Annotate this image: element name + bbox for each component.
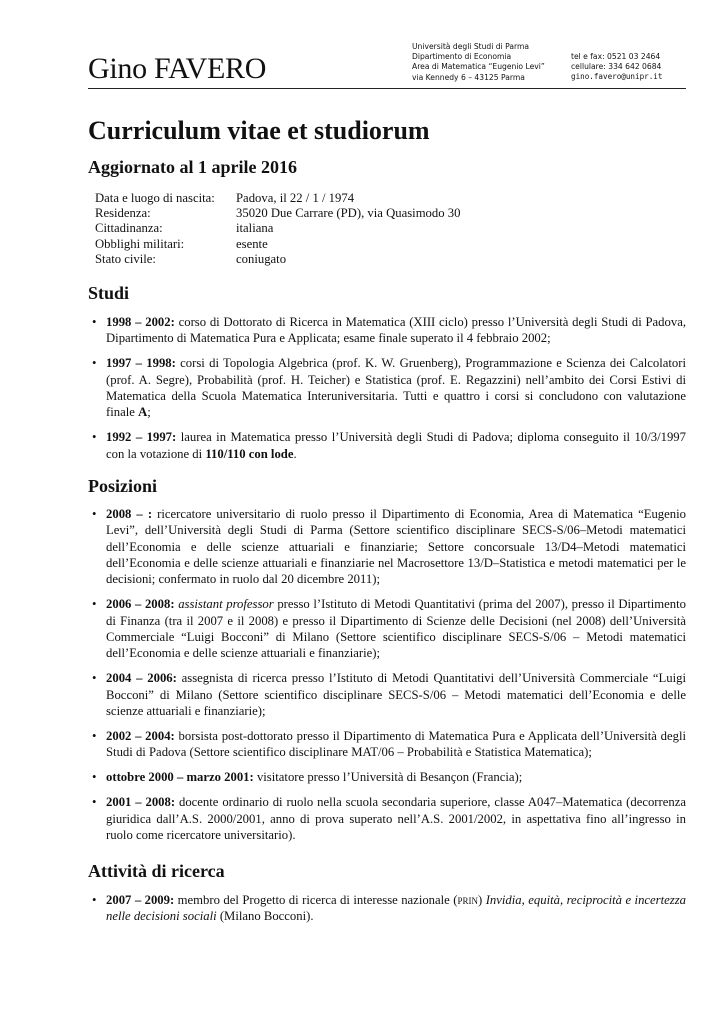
affiliation-line: Università degli Studi di Parma	[412, 42, 530, 51]
list-item	[88, 728, 686, 761]
item-text: corso di Dottorato di Ricerca in Matematica (XIII ciclo) presso l’Università degli Studi di Padova, Dipartimento di Matematica Pura e Applicata; esame finale superato il 4 febbraio 2002;	[106, 315, 686, 346]
item-tail: ;	[147, 405, 151, 420]
phone: tel e fax: 0521 03 2464	[571, 52, 661, 61]
studi-list	[88, 314, 686, 471]
section-heading-posizioni: Posizioni	[88, 476, 158, 496]
ricerca-list	[88, 892, 686, 933]
item-text: ricercatore universitario di ruolo presso il Dipartimento di Economia, Area di Matematica “Eugenio Levi”, dell’Università degli Studi di Parma (Settore scientifico disciplinare SECS-S/06–Metodi matematici dell’Economia e delle scienze attuariali e finanziarie; Settore concorsuale 13/D4–Metodi matematici dell’Economia e delle scienze attuariali e finanziarie nel Macrosettore 13/D–Statistica e metodi matematici per le decisioni; confermato in ruolo dal 20 dicembre 2011);	[106, 507, 686, 587]
affiliation-block	[412, 42, 545, 83]
list-item	[88, 429, 686, 462]
info-value: coniugato	[236, 251, 287, 266]
info-label: Cittadinanza:	[95, 221, 163, 236]
item-tail: .	[293, 446, 297, 461]
info-value: esente	[236, 236, 268, 251]
list-item	[88, 892, 686, 925]
item-text: borsista post-dottorato presso il Dipartimento di Matematica Pura e Applicata dell’Università degli Studi di Padova (Settore scientifico disciplinare MAT/06 – Probabilità e Statistica Matematica);	[106, 728, 687, 760]
affiliation-line: Dipartimento di Economia	[412, 52, 512, 62]
info-row	[95, 252, 460, 267]
contact-block	[571, 52, 662, 83]
item-text: (Milano Bocconi).	[216, 909, 314, 924]
info-row	[95, 221, 460, 236]
info-label: Stato civile:	[95, 251, 156, 266]
list-item	[88, 506, 686, 587]
item-text: presso l’Istituto di Metodi Quantitativi (prima del 2007), presso il Dipartimento di Finanza (tra il 2007 e il 2008) e presso il Dipartimento di Scienze delle Decisioni (nel 2008) dell’Università Commerciale “Luigi Bocconi” di Milano (Settore scientifico disciplinare SECS-S/06 – Metodi matematici dell’Economia e delle scienze attuariali e finanziarie);	[106, 597, 686, 661]
info-row	[95, 191, 460, 206]
item-date: 1992 – 1997:	[106, 430, 177, 445]
item-grade: 110/110 con lode	[205, 446, 294, 461]
info-value: italiana	[236, 221, 274, 236]
header-rule	[88, 88, 686, 89]
info-value: 35020 Due Carrare (PD), via Quasimodo 30	[236, 206, 461, 221]
item-date: 2002 – 2004:	[106, 728, 175, 743]
item-date: 1997 – 1998:	[106, 356, 176, 371]
affiliation-line: Area di Matematica “Eugenio Levi”	[412, 62, 545, 72]
posizioni-list	[88, 506, 686, 852]
info-label: Data e luogo di nascita:	[95, 191, 215, 205]
item-date: 2001 – 2008:	[106, 795, 176, 810]
item-date: 1998 – 2002:	[106, 315, 175, 329]
item-text: docente ordinario di ruolo nella scuola secondaria superiore, classe A047–Matematica (decorrenza giuridica dall’A.S. 2000/2001, anno di prova superato nell’A.S. 2001/2002, in aspettativa fino all’ingresso in ruolo come ricercatore universitario).	[106, 795, 686, 843]
item-text: laurea in Matematica presso l’Università degli Studi di Padova; diploma conseguito il 10/3/1997 con la votazione di	[106, 430, 686, 461]
item-text: visitatore presso l’Università di Besançon (Francia);	[256, 770, 523, 785]
cv-name: Gino FAVERO	[88, 52, 267, 85]
info-label: Residenza:	[95, 206, 151, 221]
mobile: cellulare: 334 642 0684	[571, 62, 662, 72]
item-date: 2007 – 2009:	[106, 893, 175, 907]
personal-info-table	[95, 191, 460, 267]
info-row	[95, 206, 460, 221]
list-item	[88, 596, 686, 661]
item-acronym: prin	[457, 893, 479, 907]
item-grade: A	[138, 405, 148, 420]
section-heading-studi: Studi	[88, 283, 130, 303]
item-date: 2008 – :	[106, 507, 153, 521]
page-title: Curriculum vitae et studiorum	[88, 116, 430, 145]
item-date: ottobre 2000 – marzo 2001:	[106, 770, 254, 785]
info-label: Obblighi militari:	[95, 236, 185, 251]
item-date: 2004 – 2006:	[106, 671, 177, 686]
affiliation-line: via Kennedy 6 – 43125 Parma	[412, 72, 525, 82]
email-link[interactable]: gino.favero@unipr.it	[571, 72, 663, 82]
updated-date: Aggiornato al 1 aprile 2016	[88, 157, 297, 177]
list-item	[88, 794, 686, 843]
item-role: assistant professor	[178, 597, 274, 612]
item-text: )	[478, 893, 486, 907]
item-project-title: Invidia, equità, reciprocità e incertezza nelle decisioni sociali	[106, 893, 686, 924]
item-text: corsi di Topologia Algebrica (prof. K. W. Gruenberg), Programmazione e Scienza dei Calcolatori (prof. A. Segre), Probabilità (prof. H. Teicher) e Statistica (prof. E. Regazzini) nell’ambito dei Corsi Estivi di Matematica della Scuola Matematica Interuniversitaria. Tutti e quattro i corsi si concludono con valutazione finale	[106, 356, 686, 420]
list-item	[88, 670, 686, 719]
info-row	[95, 237, 460, 252]
list-item	[88, 314, 686, 347]
item-text: membro del Progetto di ricerca di interesse nazionale (	[177, 893, 458, 907]
list-item	[88, 355, 686, 420]
item-date: 2006 – 2008:	[106, 597, 175, 612]
list-item	[88, 769, 686, 785]
section-heading-ricerca: Attività di ricerca	[88, 861, 225, 881]
item-text: assegnista di ricerca presso l’Istituto di Metodi Quantitativi dell’Università Commerciale “Luigi Bocconi” di Milano (Settore scientifico disciplinare SECS-S/06 – Metodi matematici dell’Economia e delle scienze attuariali e finanziarie);	[106, 671, 687, 718]
info-value: Padova, il 22 / 1 / 1974	[236, 191, 355, 205]
